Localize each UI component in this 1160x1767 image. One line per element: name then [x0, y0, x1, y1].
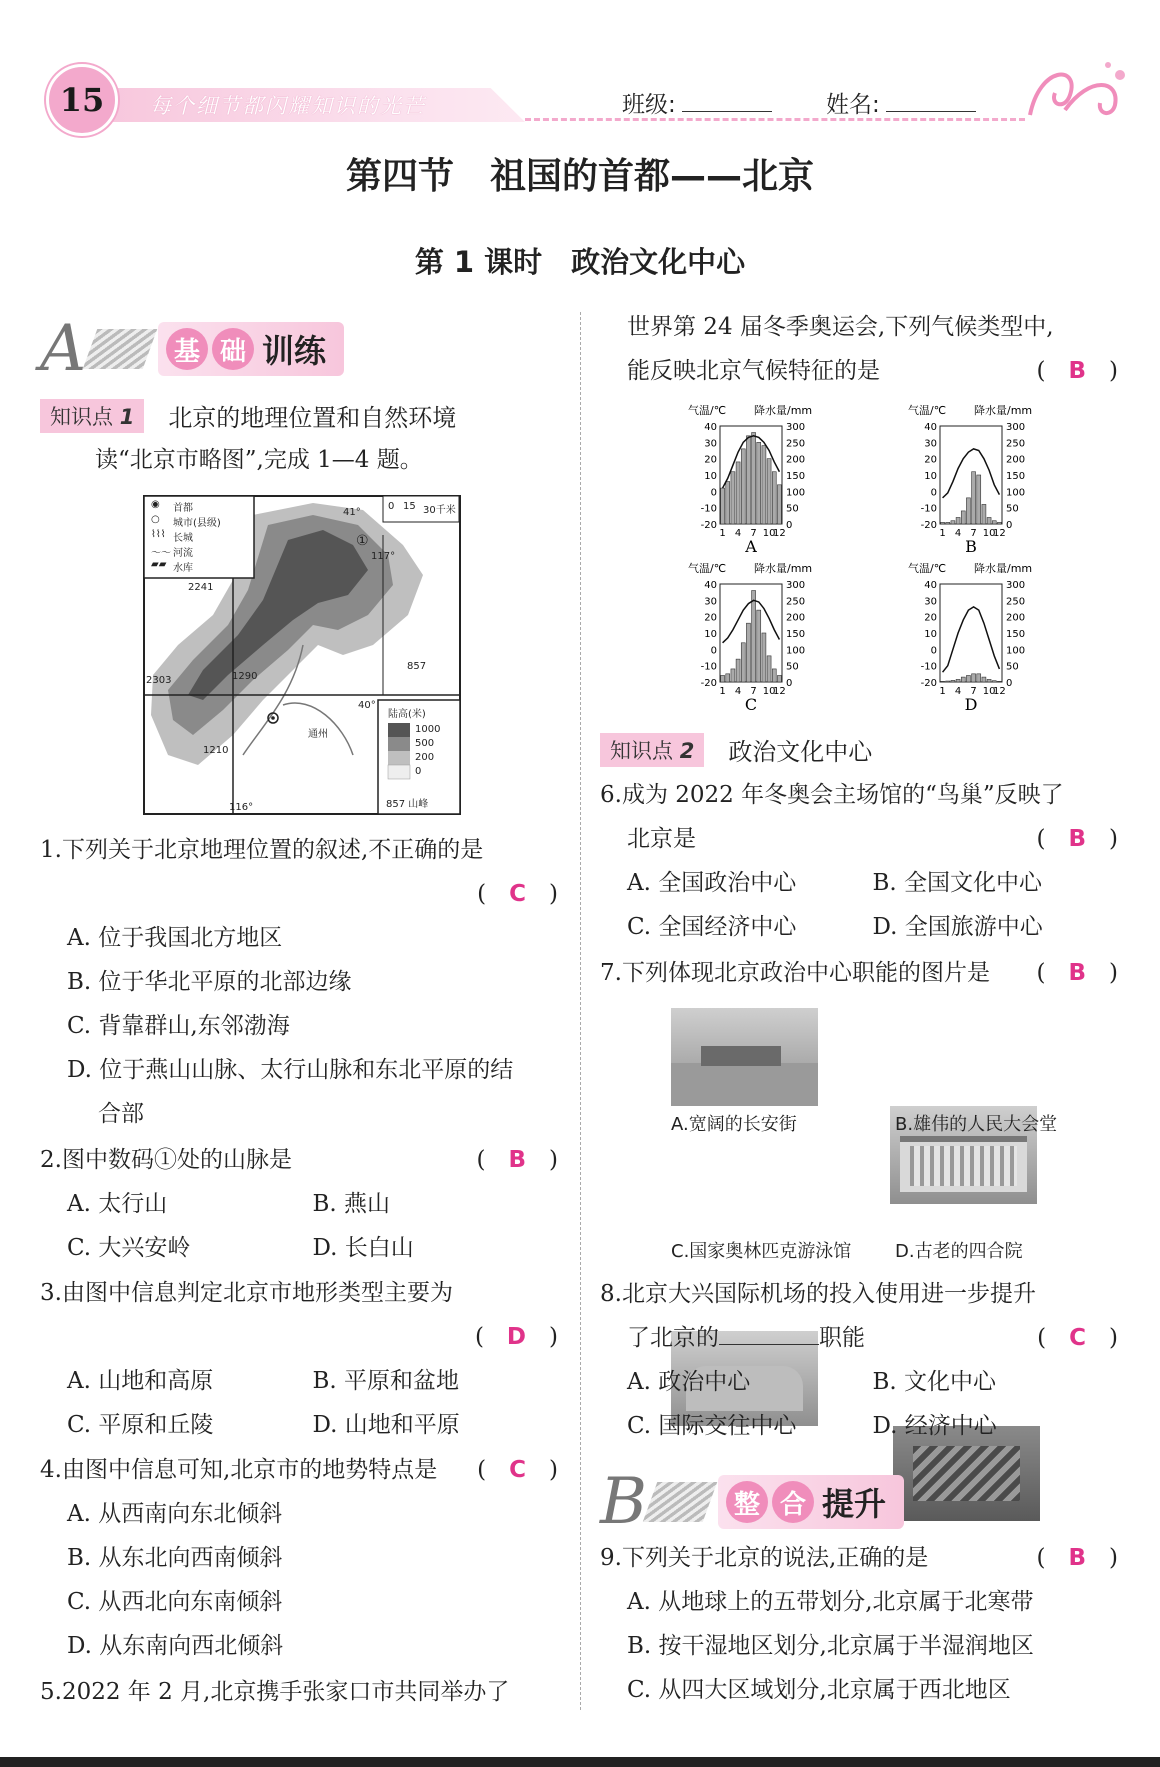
chart-y2tick: 200: [786, 454, 806, 466]
q9-stem: 9.下列关于北京的说法,正确的是: [600, 1545, 929, 1571]
chart-y2tick: 150: [1006, 629, 1026, 640]
chart-y2label: 降水量/mm: [754, 404, 813, 417]
q5-answer: B: [1068, 358, 1087, 384]
q4-option-c[interactable]: C. 从西北向东南倾斜: [67, 1589, 283, 1615]
knowledge-point-2: [600, 732, 872, 767]
chart-xtick: 10: [762, 686, 776, 697]
chart-y2tick: 50: [786, 661, 799, 673]
chart-xtick: 1: [719, 686, 726, 697]
caption-d: D.古老的四合院: [895, 1241, 1023, 1262]
chart-y2tick: 100: [1006, 645, 1026, 657]
q1-option-c[interactable]: C. 背靠群山,东邻渤海: [67, 1013, 290, 1039]
precip-bar: [746, 436, 750, 524]
section-title: 训练: [262, 332, 327, 370]
photo-changan-avenue[interactable]: [671, 1008, 818, 1106]
section-b-banner: [600, 1465, 904, 1539]
question-8: [600, 1272, 1118, 1448]
q6-option-a[interactable]: A. 全国政治中心: [627, 870, 797, 896]
q3-stem: 3.由图中信息判定北京市地形类型主要为: [40, 1280, 453, 1306]
q5-stem-line2: 世界第 24 届冬季奥运会,下列气候类型中,: [627, 314, 1054, 340]
chart-y2tick: 300: [1006, 580, 1026, 591]
precip-bar: [972, 472, 976, 524]
chart-ytick: -20: [700, 678, 717, 689]
section-char: 合: [772, 1481, 814, 1523]
section-letter: A: [40, 312, 87, 386]
section-char: 础: [212, 328, 254, 370]
chart-ytick: -10: [700, 661, 717, 673]
q8-answer: C: [1069, 1325, 1087, 1351]
chart-ytick: 20: [704, 612, 717, 624]
q8-stem-line2a: 了北京的: [627, 1325, 719, 1351]
q9-option-b[interactable]: B. 按干湿地区划分,北京属于半湿润地区: [627, 1633, 1034, 1659]
map-elev-857: 857: [407, 661, 427, 672]
chart-xtick: 12: [773, 528, 786, 539]
chart-y2label: 降水量/mm: [974, 562, 1033, 575]
precip-bar: [987, 679, 991, 682]
chart-y2tick: 300: [1006, 422, 1026, 433]
map-elev-2241: 2241: [188, 582, 214, 593]
chart-y2tick: 300: [786, 422, 806, 433]
chart-xtick: 7: [970, 686, 977, 697]
section-a-banner: [40, 312, 344, 386]
q3-option-c[interactable]: C. 平原和丘陵: [67, 1412, 214, 1438]
chart-y2tick: 50: [786, 503, 799, 515]
chart-xtick: 12: [773, 686, 786, 697]
chart-ytick: -20: [920, 520, 937, 531]
precip-bar: [746, 623, 750, 682]
map-lat-40: 40°: [358, 700, 376, 711]
q1-option-d-cont: 合部: [98, 1101, 144, 1127]
q4-option-a[interactable]: A. 从西南向东北倾斜: [67, 1501, 283, 1527]
precip-bar: [731, 472, 735, 524]
question-4: [40, 1448, 558, 1668]
chart-frame: [940, 426, 1002, 524]
map-elev-1210: 1210: [203, 745, 229, 756]
name-label: 姓名:: [826, 92, 880, 118]
map-labels: [143, 495, 461, 815]
q1-answer: C: [509, 881, 527, 907]
precip-bar: [777, 675, 781, 682]
chart-ytick: 30: [704, 438, 717, 450]
chart-y2tick: 0: [786, 678, 793, 689]
q2-option-c[interactable]: C. 大兴安岭: [67, 1235, 191, 1261]
section-pill: [158, 322, 344, 376]
precip-bar: [982, 677, 986, 682]
precip-bar: [762, 446, 766, 524]
chart-title: A: [745, 537, 757, 556]
precip-bar: [772, 472, 776, 524]
chart-y2tick: 250: [1006, 438, 1026, 450]
q3-option-a[interactable]: A. 山地和高原: [67, 1368, 214, 1394]
precip-bar: [961, 511, 965, 524]
q8-option-c[interactable]: C. 国际交往中心: [627, 1413, 797, 1439]
q2-option-b[interactable]: B. 燕山: [312, 1191, 391, 1217]
precip-bar: [977, 674, 981, 682]
q3-option-d[interactable]: D. 山地和平原: [312, 1412, 460, 1438]
chart-y2tick: 200: [1006, 454, 1026, 466]
precip-bar: [966, 675, 970, 682]
chart-y2tick: 50: [1006, 661, 1019, 673]
legend-great-wall: 长城: [173, 533, 193, 544]
question-1: [40, 828, 558, 1136]
question-9: [600, 1536, 1118, 1712]
climate-charts: [680, 402, 1080, 722]
precip-bar: [726, 482, 730, 524]
precip-bar: [721, 488, 725, 524]
q6-stem-line1: 6.成为 2022 年冬奥会主场馆的“鸟巢”反映了: [600, 782, 1064, 808]
city-symbol-icon: ○: [151, 514, 160, 525]
precip-bar: [997, 522, 1001, 524]
chart-y2tick: 250: [786, 438, 806, 450]
map-elev-1290: 1290: [232, 671, 258, 682]
q2-answer: B: [508, 1147, 527, 1173]
q2-answer-slot[interactable]: ( B ): [476, 1147, 558, 1173]
chart-xtick: 7: [750, 686, 757, 697]
kp-tag: 知识点 1: [40, 399, 144, 433]
wall-symbol-icon: ⌇⌇⌇: [151, 529, 166, 540]
precip-bar: [736, 659, 740, 682]
precip-bar: [731, 669, 735, 682]
section-char: 基: [166, 328, 208, 370]
chart-ytick: 0: [710, 487, 717, 499]
q5-stem-line1: 5.2022 年 2 月,北京携手张家口市共同举办了: [40, 1679, 510, 1705]
precip-bar: [961, 677, 965, 682]
kp-tag: 知识点 2: [600, 733, 704, 767]
chart-ytick: 10: [924, 471, 937, 482]
peak-legend: 857 山峰: [386, 799, 429, 810]
class-label: 班级:: [622, 92, 676, 118]
precip-bar: [726, 674, 730, 682]
chart-y2tick: 250: [786, 596, 806, 608]
scale-30: 30千米: [423, 505, 456, 516]
chart-frame: [720, 584, 782, 682]
chart-y2tick: 0: [1006, 520, 1013, 531]
chart-y2tick: 100: [786, 645, 806, 657]
q2-option-a[interactable]: A. 太行山: [67, 1191, 168, 1217]
chart-ytick: 40: [704, 580, 717, 591]
bottom-bar: [0, 1757, 1160, 1767]
chart-ytick: 40: [924, 422, 937, 433]
q7-answer-slot[interactable]: ( B ): [1036, 960, 1118, 986]
precip-bar: [941, 522, 945, 524]
name-field[interactable]: [826, 86, 976, 119]
map-lat-41: 41°: [343, 507, 361, 518]
chart-ylabel: 气温/℃: [908, 404, 947, 417]
chart-xtick: 7: [750, 528, 757, 539]
chart-ytick: 20: [924, 612, 937, 624]
chart-y2tick: 0: [786, 520, 793, 531]
temp-line: [943, 607, 1000, 672]
chart-ytick: -10: [700, 503, 717, 515]
scale-15: 15: [403, 501, 416, 512]
chart-xtick: 4: [954, 686, 962, 697]
section-pill: [718, 1475, 904, 1529]
section-char: 整: [726, 1481, 768, 1523]
precip-bar: [951, 521, 955, 524]
q2-stem: 2.图中数码①处的山脉是: [40, 1147, 292, 1173]
q8-stem-line1: 8.北京大兴国际机场的投入使用进一步提升: [600, 1281, 1036, 1307]
chart-xtick: 4: [734, 686, 742, 697]
precip-bar: [772, 669, 776, 682]
chart-ytick: 30: [924, 596, 937, 608]
chart-xtick: 10: [982, 528, 996, 539]
q3-option-b[interactable]: B. 平原和盆地: [312, 1368, 460, 1394]
header-slogan: 每个细节都闪耀知识的光芒: [150, 94, 426, 118]
q8-answer-slot[interactable]: ( C ): [1037, 1325, 1118, 1351]
chart-xtick: 4: [954, 528, 962, 539]
chart-y2tick: 250: [1006, 596, 1026, 608]
legend-city: 城市(县级): [173, 518, 221, 529]
q4-option-b[interactable]: B. 从东北向西南倾斜: [67, 1545, 283, 1571]
chart-y2tick: 100: [1006, 487, 1026, 499]
chart-ytick: 0: [710, 645, 717, 657]
precip-bar: [956, 517, 960, 524]
precip-bar: [946, 681, 950, 682]
q6-option-b[interactable]: B. 全国文化中心: [872, 870, 1043, 896]
q9-option-a[interactable]: A. 从地球上的五带划分,北京属于北寒带: [627, 1589, 1034, 1615]
precip-bar: [977, 475, 981, 524]
capital-symbol-icon: ◉: [151, 499, 160, 510]
chart-y2tick: 150: [1006, 471, 1026, 482]
precip-bar: [946, 522, 950, 524]
precip-bar: [741, 643, 745, 682]
chart-y2tick: 150: [786, 629, 806, 640]
q8-stem-line2b: 职能: [819, 1325, 865, 1351]
q6-option-d[interactable]: D. 全国旅游中心: [872, 914, 1043, 940]
precip-bar: [941, 681, 945, 682]
precip-bar: [951, 680, 955, 682]
chart-xtick: 1: [939, 686, 946, 697]
chart-ytick: 10: [704, 471, 717, 482]
q4-option-d[interactable]: D. 从东南向西北倾斜: [67, 1633, 284, 1659]
chart-ytick: -20: [700, 520, 717, 531]
question-2: [40, 1138, 558, 1270]
legend-capital: 首都: [173, 503, 193, 514]
q8-option-b[interactable]: B. 文化中心: [872, 1369, 997, 1395]
legend-river: 河流: [173, 548, 193, 559]
chart-ytick: 0: [930, 645, 937, 657]
chart-ytick: -20: [920, 678, 937, 689]
section-letter: B: [600, 1465, 648, 1539]
chart-ytick: 30: [704, 596, 717, 608]
q6-answer-slot[interactable]: ( B ): [1036, 826, 1118, 852]
climate-charts-svg: [680, 402, 1080, 722]
map-label-tongzhou: 通州: [308, 729, 328, 740]
caption-b: B.雄伟的人民大会堂: [895, 1114, 1058, 1135]
precip-bar: [721, 675, 725, 682]
chart-ylabel: 气温/℃: [688, 404, 727, 417]
chart-ytick: 20: [924, 454, 937, 466]
scale-0: 0: [388, 501, 395, 512]
chart-y2label: 降水量/mm: [754, 562, 813, 575]
temp-line: [723, 600, 780, 642]
chart-ytick: 10: [924, 629, 937, 640]
page-subtitle: 第 1 课时 政治文化中心: [414, 245, 746, 279]
q1-option-a[interactable]: A. 位于我国北方地区: [67, 925, 283, 951]
elev-500: 500: [415, 738, 435, 749]
chart-ytick: 10: [704, 629, 717, 640]
precip-bar: [752, 433, 756, 524]
elevation-title: 陆高(米): [388, 709, 426, 720]
q1-stem: 1.下列关于北京地理位置的叙述,不正确的是: [40, 837, 484, 863]
question-7: [600, 951, 1118, 995]
q4-answer: C: [509, 1457, 527, 1483]
chart-ytick: 20: [704, 454, 717, 466]
precip-bar: [997, 681, 1001, 682]
map-lon-117: 117°: [371, 551, 396, 562]
chart-ytick: 0: [930, 487, 937, 499]
chart-title: C: [744, 695, 758, 714]
knowledge-point-1: [40, 398, 456, 433]
precip-bar: [956, 679, 960, 682]
precip-bar: [987, 517, 991, 524]
chart-xtick: 1: [939, 528, 946, 539]
page-number: 15: [46, 64, 118, 136]
chart-ytick: -10: [920, 661, 937, 673]
temp-line: [943, 449, 1000, 498]
q7-stem: 7.下列体现北京政治中心职能的图片是: [600, 960, 990, 986]
column-divider: [580, 312, 581, 1710]
q9-answer-slot[interactable]: ( B ): [1036, 1545, 1118, 1571]
caption-c: C.国家奥林匹克游泳馆: [671, 1241, 852, 1262]
question-3: [40, 1271, 558, 1447]
chart-y2tick: 200: [786, 612, 806, 624]
elev-200: 200: [415, 752, 435, 763]
q8-blank[interactable]: [719, 1344, 819, 1345]
precip-bar: [982, 504, 986, 524]
chart-y2tick: 150: [786, 471, 806, 482]
chart-xtick: 1: [719, 528, 726, 539]
q9-answer: B: [1068, 1545, 1087, 1571]
chart-title: D: [964, 695, 978, 714]
map-marker-1: ①: [356, 533, 369, 549]
chart-xtick: 12: [993, 528, 1006, 539]
q4-stem: 4.由图中信息可知,北京市的地势特点是: [40, 1457, 438, 1483]
precip-bar: [741, 449, 745, 524]
q8-option-a[interactable]: A. 政治中心: [627, 1369, 751, 1395]
q9-option-c[interactable]: C. 从四大区域划分,北京属于西北地区: [627, 1677, 1011, 1703]
precip-bar: [777, 485, 781, 524]
caption-a: A.宽阔的长安街: [671, 1114, 797, 1135]
page-title: 第四节 祖国的首都——北京: [345, 156, 814, 197]
chart-ylabel: 气温/℃: [688, 562, 727, 575]
precip-bar: [992, 521, 996, 524]
precip-bar: [992, 681, 996, 682]
q6-answer: B: [1068, 826, 1087, 852]
chart-y2tick: 50: [1006, 503, 1019, 515]
q2-option-d[interactable]: D. 长白山: [312, 1235, 414, 1261]
q5-stem-line3: 能反映北京气候特征的是: [627, 358, 880, 384]
chart-ylabel: 气温/℃: [908, 562, 947, 575]
chart-ytick: -10: [920, 503, 937, 515]
kp-title: 北京的地理位置和自然环境: [168, 404, 457, 432]
legend-reservoir: 水库: [173, 563, 193, 574]
precip-bar: [757, 442, 761, 524]
q3-answer-slot[interactable]: ( D ): [474, 1324, 558, 1350]
book-icon: [83, 329, 158, 369]
chart-y2label: 降水量/mm: [974, 404, 1033, 417]
precip-bar: [972, 674, 976, 682]
q6-stem-line2: 北京是: [627, 826, 696, 852]
precip-bar: [757, 610, 761, 682]
precip-bar: [736, 462, 740, 524]
precip-bar: [966, 498, 970, 524]
chart-title: B: [965, 537, 977, 556]
chart-y2tick: 200: [1006, 612, 1026, 624]
chart-y2tick: 300: [786, 580, 806, 591]
q3-answer: D: [506, 1324, 527, 1350]
class-field[interactable]: [622, 86, 772, 119]
chart-xtick: 12: [993, 686, 1006, 697]
precip-bar: [752, 591, 756, 682]
elev-0: 0: [415, 766, 422, 777]
chart-xtick: 7: [970, 528, 977, 539]
chart-ytick: 40: [924, 580, 937, 591]
q5-answer-slot[interactable]: ( B ): [1036, 358, 1118, 384]
chart-y2tick: 0: [1006, 678, 1013, 689]
chart-frame: [940, 584, 1002, 682]
chart-ytick: 30: [924, 438, 937, 450]
map-elev-2303: 2303: [146, 675, 172, 686]
q6-option-c[interactable]: C. 全国经济中心: [627, 914, 797, 940]
question-6: [600, 773, 1118, 949]
section-title: 提升: [822, 1485, 887, 1523]
chart-xtick: 4: [734, 528, 742, 539]
precip-bar: [762, 633, 766, 682]
q1-option-b[interactable]: B. 位于华北平原的北部边缘: [67, 969, 352, 995]
question-5: [600, 305, 1118, 393]
map-lon-116: 116°: [229, 802, 254, 813]
elev-1000: 1000: [415, 724, 441, 735]
reservoir-symbol-icon: ▰▰: [151, 559, 167, 570]
q8-option-d[interactable]: D. 经济中心: [872, 1413, 997, 1439]
precip-bar: [767, 656, 771, 682]
chart-xtick: 10: [762, 528, 776, 539]
q4-answer-slot[interactable]: ( C ): [477, 1457, 558, 1483]
flourish-icon: [1020, 55, 1130, 130]
q7-answer: B: [1068, 960, 1087, 986]
book-icon: [643, 1482, 718, 1522]
chart-xtick: 10: [982, 686, 996, 697]
precip-bar: [767, 459, 771, 524]
chart-ytick: 40: [704, 422, 717, 433]
kp-title: 政治文化中心: [728, 738, 873, 766]
q1-option-d[interactable]: D. 位于燕山山脉、太行山脉和东北平原的结: [67, 1057, 514, 1083]
q1-answer-slot[interactable]: ( C ): [477, 881, 558, 907]
river-symbol-icon: ～～: [151, 548, 171, 559]
chart-y2tick: 100: [786, 487, 806, 499]
intro-text: 读“北京市略图”,完成 1—4 题。: [95, 447, 423, 473]
